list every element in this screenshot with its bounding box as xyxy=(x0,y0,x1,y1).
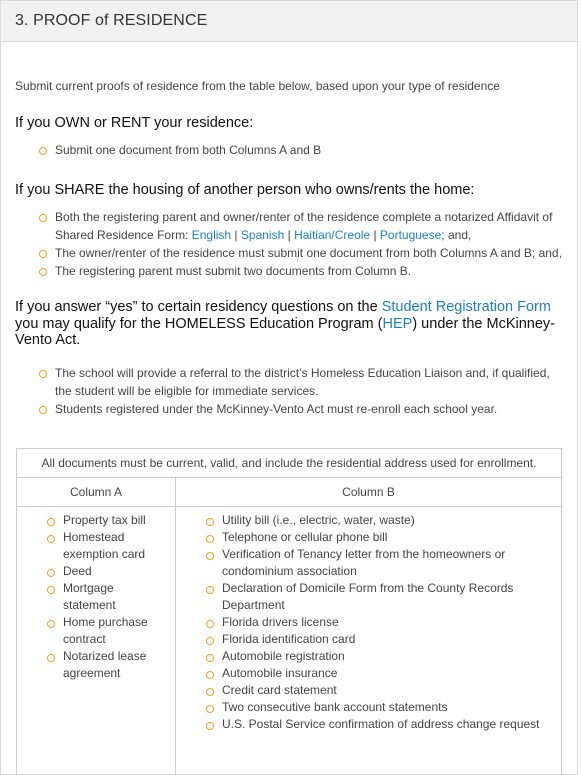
column-a-header: Column A xyxy=(17,478,176,506)
column-b-header: Column B xyxy=(342,485,395,499)
list-item: Automobile insurance xyxy=(204,665,561,682)
list-item: Florida drivers license xyxy=(204,614,561,631)
heading-text: you may qualify for the HOMELESS Education Program ( xyxy=(15,315,383,332)
list-item: Florida identification card xyxy=(204,631,561,648)
affidavit-suffix: ; and, xyxy=(441,228,472,242)
heading-text: ) under the McKinney-Vento Act. xyxy=(15,315,555,348)
list-item: Homestead exemption card xyxy=(45,529,153,563)
own-rent-heading: If you OWN or RENT your residence: xyxy=(15,115,254,131)
list-item: The registering parent must submit two documents from Column B. xyxy=(37,262,563,280)
hep-link[interactable]: HEP xyxy=(382,315,413,332)
list-item: Deed xyxy=(45,563,153,580)
link-separator: | xyxy=(370,228,380,242)
share-list xyxy=(37,208,563,280)
link-separator: | xyxy=(231,228,241,242)
section-content xyxy=(1,79,577,418)
list-item: Notarized lease agreement xyxy=(45,648,153,682)
list-item: U.S. Postal Service confirmation of address change request xyxy=(204,716,561,733)
section-header xyxy=(1,0,577,42)
affidavit-portuguese-link[interactable]: Portuguese xyxy=(379,228,442,242)
link-separator: | xyxy=(284,228,295,242)
affidavit-spanish-link[interactable]: Spanish xyxy=(240,228,285,242)
documents-table xyxy=(16,448,562,775)
heading-text: If you answer “yes” to certain residency questions on the xyxy=(15,299,382,315)
list-item: Two consecutive bank account statements xyxy=(204,699,561,716)
homeless-heading xyxy=(15,299,563,349)
list-item: Automobile registration xyxy=(204,648,561,665)
list-item xyxy=(37,208,563,244)
affidavit-english-link[interactable]: English xyxy=(191,228,232,242)
student-registration-form-link[interactable]: Student Registration Form xyxy=(381,299,551,315)
column-a-cell xyxy=(17,507,176,775)
column-a-list xyxy=(45,512,153,682)
list-item: Verification of Tenancy letter from the homeowners or condominium association xyxy=(204,546,561,580)
table-note: All documents must be current, valid, and include the residential address used for enrollment. xyxy=(17,449,561,478)
intro-text: Submit current proofs of residence from the table below, based upon your type of residence xyxy=(15,79,500,93)
section-title: 3. PROOF of RESIDENCE xyxy=(15,12,208,29)
list-item: Telephone or cellular phone bill xyxy=(204,529,561,546)
list-item: Submit one document from both Columns A and B xyxy=(37,141,563,159)
list-item: Credit card statement xyxy=(204,682,561,699)
list-item: Students registered under the McKinney-Vento Act must re-enroll each school year. xyxy=(37,400,563,418)
list-item: Utility bill (i.e., electric, water, waste) xyxy=(204,512,561,529)
affidavit-haitian-creole-link[interactable]: Haitian/Creole xyxy=(294,228,371,242)
list-item: The school will provide a referral to the district’s Homeless Education Liaison and, if qualified, the student will be eligible for immediate services. xyxy=(37,364,563,400)
column-b-list xyxy=(204,512,561,733)
list-item: Property tax bill xyxy=(45,512,153,529)
column-b-cell xyxy=(176,507,561,775)
affidavit-text: Both the registering parent and owner/renter of the residence complete a notarized Affidavit of Shared Residence Form: xyxy=(55,210,553,242)
table-header-row xyxy=(17,478,561,507)
table-body-row xyxy=(17,507,561,775)
homeless-list xyxy=(37,364,563,418)
list-item: Mortgage statement xyxy=(45,580,153,614)
list-item: The owner/renter of the residence must submit one document from both Columns A and B; and, xyxy=(37,244,563,262)
share-heading: If you SHARE the housing of another person who owns/rents the home: xyxy=(15,182,475,198)
list-item: Declaration of Domicile Form from the County Records Department xyxy=(204,580,561,614)
own-rent-list xyxy=(37,141,563,159)
list-item: Home purchase contract xyxy=(45,614,153,648)
